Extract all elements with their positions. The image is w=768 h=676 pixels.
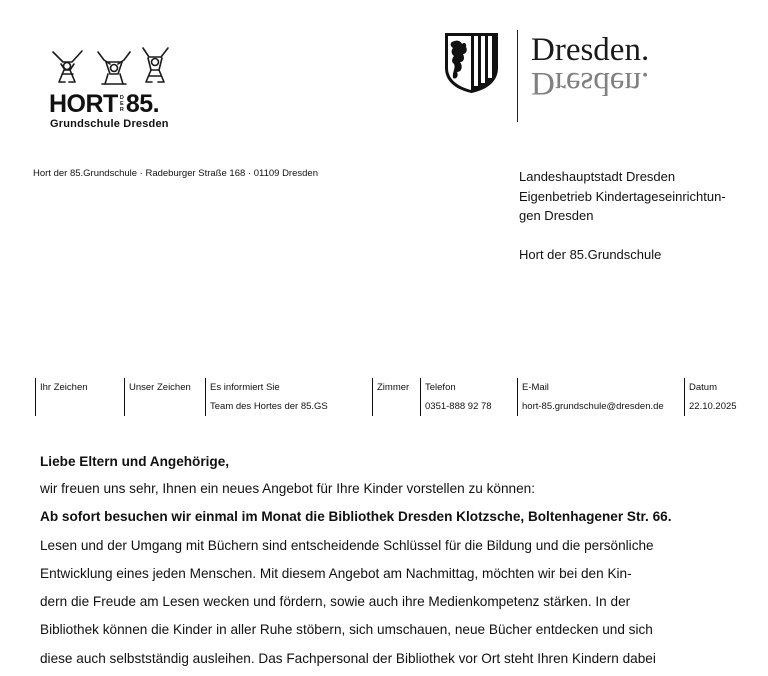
info-ihr-zeichen [35,378,88,416]
recipient-line: Hort der 85.Grundschule [519,246,662,262]
info-label: Telefon [425,382,456,393]
body-line-highlight: Ab sofort besuchen wir einmal im Monat die Bibliothek Dresden Klotzsche, Boltenhagener Str. 66. [40,509,672,525]
email-link[interactable]: hort-85.grundschule@dresden.de [522,401,664,412]
recipient-line: gen Dresden [519,208,594,223]
info-value [129,397,191,416]
info-label: Datum [689,382,717,393]
hort-logo [48,42,208,132]
dresden-coat-of-arms-icon [444,32,499,94]
info-unser-zeichen [124,378,191,416]
info-value: 0351-888 92 78 [425,401,492,412]
body-line: Lesen und der Umgang mit Büchern sind entscheidende Schlüssel für die Bildung und die persönliche [40,537,654,553]
body-line: dern die Freude am Lesen wecken und fördern, sowie auch ihre Medienkompetenz stärken. In der [40,594,631,610]
recipient-spacer [519,226,759,245]
dresden-logo [442,30,682,122]
info-label: Unser Zeichen [129,382,191,393]
hort-wordmark [49,92,159,117]
recipient-line: Eigenbetrieb Kindertageseinrichtun- [519,188,726,204]
info-value [40,397,88,416]
body-line: wir freuen uns sehr, Ihnen ein neues Angebot für Ihre Kinder vorstellen zu können: [40,481,535,496]
hort-word: HORT [49,90,118,118]
hort-number: 85. [125,90,160,118]
letter-body [40,449,756,673]
hort-school-name: Grundschule Dresden [50,118,169,130]
recipient-line: Landeshauptstadt Dresden [519,169,676,184]
logo-divider [517,30,518,122]
info-label: E-Mail [522,382,549,393]
info-label: Ihr Zeichen [40,382,88,393]
salutation: Liebe Eltern und Angehörige, [40,454,230,469]
info-informiert [205,378,328,416]
info-email [517,378,664,416]
body-line: diese auch selbstständig ausleihen. Das Fachpersonal der Bibliothek vor Ort steht Ihren Kindern dabei [40,650,656,666]
info-value: Team des Hortes der 85.GS [210,401,328,412]
body-line: Bibliothek können die Kinder in aller Ruhe stöbern, sich umschauen, neue Bücher entdecken und sich [40,622,653,638]
children-figures-icon [48,42,174,88]
body-line: Entwicklung eines jeden Menschen. Mit diesem Angebot am Nachmittag, möchten wir bei den Kin- [40,565,632,581]
info-value [377,397,409,416]
info-value: 22.10.2025 [689,401,737,412]
dresden-wordmark: Dresden. [531,32,650,68]
info-label: Es informiert Sie [210,382,280,393]
info-datum [684,378,737,416]
info-telefon [420,378,492,416]
hort-der-letter: E [119,101,124,107]
dresden-wordmark-reflection: Dresden. [531,65,650,101]
info-label: Zimmer [377,382,410,393]
sender-address-line: Hort der 85.Grundschule · Radeburger Straße 168 · 01109 Dresden [33,168,318,179]
recipient-address [519,167,759,264]
info-zimmer [372,378,409,416]
hort-der-letter: D [119,95,124,101]
hort-der-stack [119,95,125,113]
hort-der-letter: R [119,107,124,113]
